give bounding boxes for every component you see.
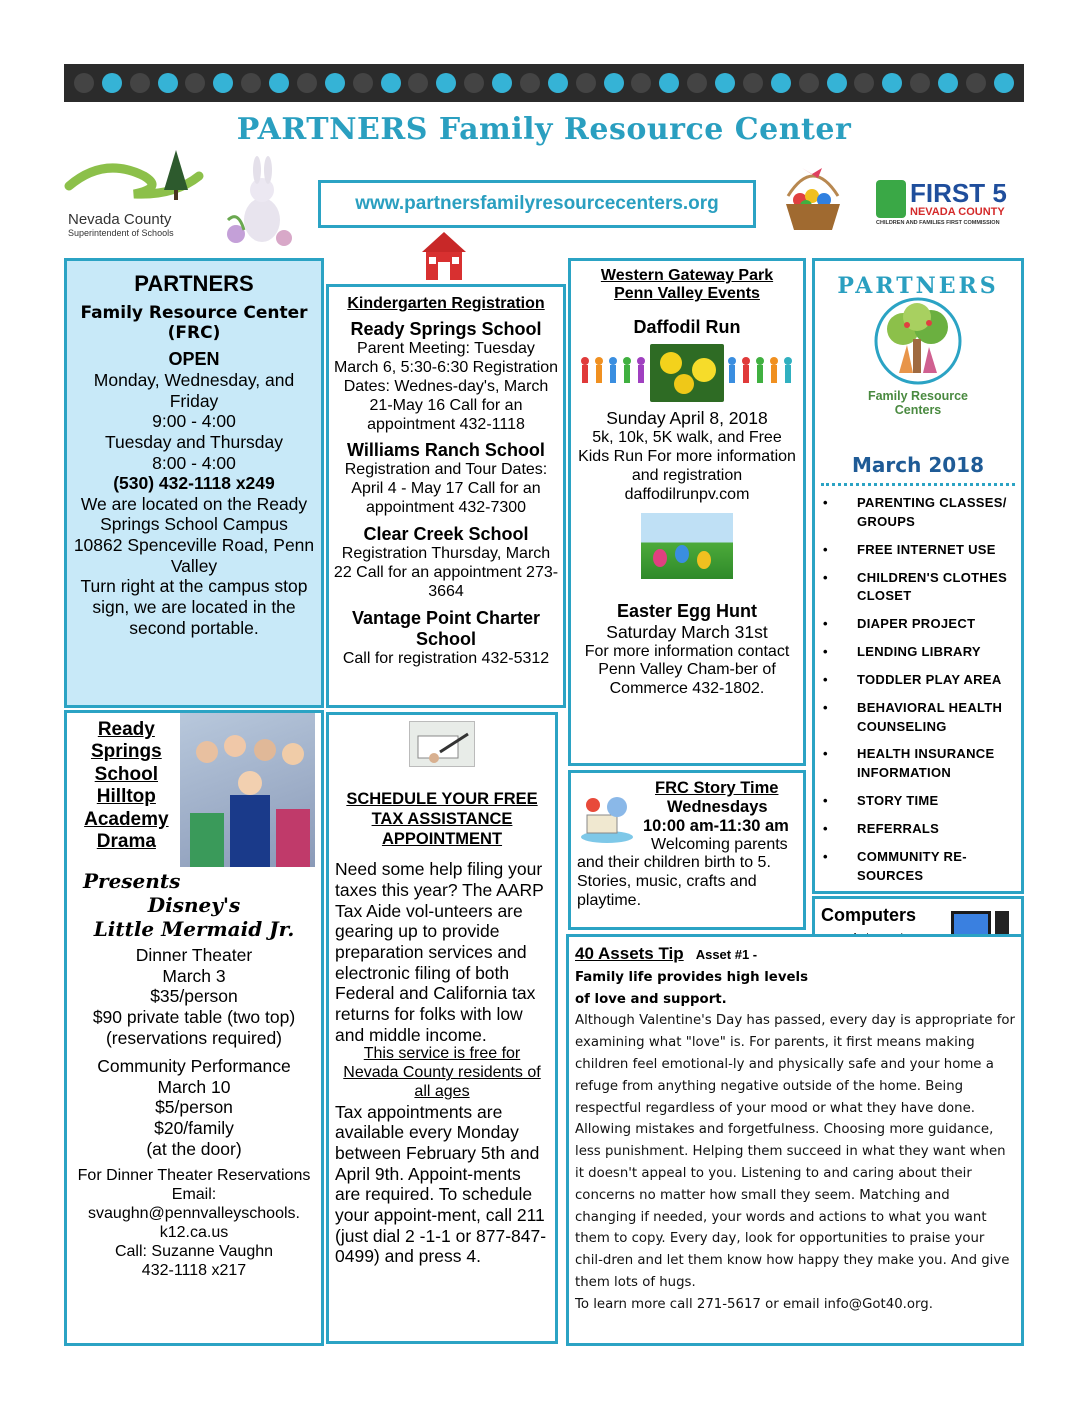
story-time-box: [568, 770, 806, 930]
partners-logo: [821, 273, 1015, 443]
banner-dot: [297, 73, 317, 93]
banner-dot: [269, 73, 289, 93]
hours-2: 8:00 - 4:00: [152, 452, 236, 473]
story-graphic: [577, 791, 637, 845]
banner-dot: [687, 73, 707, 93]
location-1: We are located on the Ready Springs School Campus: [80, 493, 308, 535]
bunny-graphic: [222, 150, 298, 248]
assets-tip-box: [566, 934, 1024, 1346]
services-list: [821, 494, 1015, 886]
phone: (530) 432-1118 x249: [113, 473, 275, 494]
banner-dot: [213, 73, 233, 93]
community-date: March 10: [157, 1076, 231, 1097]
nevada-logo-line2: Superintendent of Schools: [68, 228, 174, 238]
runners-daffodils-graphic: [577, 342, 797, 404]
first5-tag: CHILDREN AND FAMILIES FIRST COMMISSION: [876, 220, 1000, 227]
days-1: Monday, Wednesday, and Friday: [93, 370, 295, 411]
banner-dot: [74, 73, 94, 93]
info-title: PARTNERS: [134, 271, 254, 296]
tax-free-notice: This service is free for Nevada County residents of all ages: [343, 1045, 541, 1100]
banner-dot: [882, 73, 902, 93]
first5-logo: [876, 180, 1016, 236]
banner-dot: [799, 73, 819, 93]
banner-dot: [631, 73, 651, 93]
dotted-divider: [821, 483, 1015, 486]
banner-dot: [520, 73, 540, 93]
asset-contact: To learn more call 271-5617 or email info@Got40.org.: [575, 1296, 933, 1312]
dot-banner: [64, 64, 1024, 102]
banner-dot: [464, 73, 484, 93]
email-label: Email:: [171, 1186, 217, 1204]
reservations-label: For Dinner Theater Reservations: [77, 1167, 311, 1185]
clear-creek-text: Registration Thursday, March 22 Call for an appointment 273-3664: [333, 545, 559, 600]
partners-logo-sub2: Centers: [894, 402, 942, 417]
community-note: (at the door): [146, 1138, 242, 1159]
service-item: • LENDING LIBRARY: [821, 643, 1015, 662]
story-day: Wednesdays: [667, 798, 768, 816]
banner-dot: [604, 73, 624, 93]
service-item: • COMMUNITY RE-SOURCES: [821, 848, 1015, 886]
service-item: • STORY TIME: [821, 792, 1015, 811]
hours-info-box: [64, 258, 324, 708]
banner-dot: [576, 73, 596, 93]
easter-egg-title: Easter Egg Hunt: [616, 600, 758, 621]
easter-egg-date: Saturday March 31st: [606, 621, 768, 642]
show-title-2: Little Mermaid Jr.: [93, 917, 295, 941]
story-time: 10:00 am-11:30 am: [643, 817, 789, 835]
daffodil-run-text: 5k, 10k, 5K walk, and Free Kids Run For more information and registration daffodilrunpv.com: [578, 429, 796, 503]
story-title: FRC Story Time: [655, 779, 779, 797]
story-text-1: Welcoming parents: [651, 836, 788, 853]
community-performance: Community Performance: [97, 1056, 291, 1077]
community-price-2: $20/family: [154, 1118, 234, 1139]
kindergarten-registration: [326, 284, 566, 708]
open-label: OPEN: [168, 349, 220, 369]
service-item: • DIAPER PROJECT: [821, 615, 1015, 634]
banner-dot: [436, 73, 456, 93]
dinner-theater: Dinner Theater: [135, 945, 253, 965]
contact-name: Call: Suzanne Vaughn: [114, 1242, 274, 1260]
service-item: • CHILDREN'S CLOTHES CLOSET: [821, 569, 1015, 607]
dinner-note: (reservations required): [105, 1027, 283, 1048]
schoolhouse-icon: [418, 230, 470, 282]
website-url[interactable]: www.partnersfamilyresourcecenters.org: [318, 180, 756, 228]
cast-photo: [180, 713, 315, 867]
banner-dot: [743, 73, 763, 93]
story-time-icon: [577, 791, 637, 845]
banner-dot: [966, 73, 986, 93]
partners-logo-word: PARTNERS: [837, 273, 999, 299]
banner-dot: [353, 73, 373, 93]
month-label: March 2018: [852, 453, 984, 477]
first5-sub: NEVADA COUNTY: [910, 206, 1005, 218]
banner-dot: [938, 73, 958, 93]
banner-dot: [130, 73, 150, 93]
daffodil-icon: [650, 344, 725, 402]
runners-icon: [577, 353, 650, 393]
service-item: • REFERRALS: [821, 820, 1015, 839]
banner-dot: [771, 73, 791, 93]
asset-body: Although Valentine's Day has passed, every day is appropriate for examining what "love" is. For parents, it first means making children feel emotional-ly and physically safe and your home a refuge from anything negative outside of the home. Being respectful regardless of your mood or what they have done. Allowing mistakes and forgetfulness. Choosing more guidance, less punishment. Helping them succeed in what they want when it doesn't appeal to you. Listening to and caring about their concerns no matter how small they seem. Matching and changing if needed, your words and actions to what you want them to copy. Every day, look for opportunities to praise your chil-dren and let them know how happy they make you. And give them lots of hugs.: [575, 1013, 1015, 1290]
banner-dot: [381, 73, 401, 93]
community-price-1: $5/person: [155, 1097, 233, 1118]
banner-dot: [910, 73, 930, 93]
drama-h6: Drama: [96, 831, 156, 853]
williams-ranch-name: Williams Ranch School: [347, 440, 545, 461]
computers-title: Computers: [821, 905, 917, 925]
location-2: 10862 Spenceville Road, Penn Valley: [73, 535, 315, 576]
banner-dot: [715, 73, 735, 93]
service-item: • HEALTH INSURANCE INFORMATION: [821, 745, 1015, 783]
tree-people-icon: [863, 295, 973, 385]
banner-dot: [659, 73, 679, 93]
banner-dot: [158, 73, 178, 93]
drama-h1: Ready: [97, 719, 155, 740]
ready-springs-text: Parent Meeting: Tuesday March 6, 5:30-6:30 Registration Dates: Wednes-day's, March 21-May 16 Call for an appointment 432-1118: [333, 340, 559, 433]
dinner-price: $35/person: [150, 986, 238, 1007]
basket-icon: [778, 156, 848, 236]
banner-dot: [827, 73, 847, 93]
location-3: Turn right at the campus stop sign, we are located in the second portable.: [80, 576, 308, 638]
services-list-box: [812, 258, 1024, 894]
assets-title: 40 Assets Tip: [575, 944, 684, 963]
ready-springs-name: Ready Springs School: [350, 319, 542, 339]
easter-basket-graphic: [778, 156, 848, 236]
clear-creek-name: Clear Creek School: [363, 524, 529, 544]
drama-h3: School: [94, 763, 159, 785]
service-item: • FREE INTERNET USE: [821, 541, 1015, 560]
dinner-date: March 3: [162, 965, 226, 986]
service-item: • TODDLER PLAY AREA: [821, 671, 1015, 690]
first5-big: FIRST 5: [910, 178, 1007, 208]
events-heading-1: Western Gateway Park: [600, 267, 774, 284]
banner-dot: [325, 73, 345, 93]
asset-number: Asset #1 -: [695, 947, 758, 962]
easter-egg-text: For more information contact Penn Valley Cham-ber of Commerce 432-1802.: [584, 642, 790, 698]
tax-heading: SCHEDULE YOUR FREE TAX ASSISTANCE APPOINTMENT: [346, 790, 538, 849]
banner-dot: [185, 73, 205, 93]
partners-logo-sub1: Family Resource: [867, 389, 969, 403]
penn-valley-events: [568, 258, 806, 766]
vantage-point-name: Vantage Point Charter School: [351, 607, 541, 649]
drama-h2: Springs: [90, 741, 162, 763]
tax-assistance-box: [326, 712, 558, 1344]
daffodil-run-date: Sunday April 8, 2018: [606, 408, 768, 428]
hand-icon: [876, 180, 906, 218]
banner-dot: [102, 73, 122, 93]
banner-dot: [408, 73, 428, 93]
easter-eggs-graphic: [641, 513, 733, 579]
nevada-county-logo: [64, 146, 204, 242]
banner-dot: [492, 73, 512, 93]
banner-dot: [548, 73, 568, 93]
tax-paragraph-1: Need some help filing your taxes this year? The AARP Tax Aide vol-unteers are gearing up to provide preparation services and electronic filing of both Federal and California tax returns for folks with low and middle income.: [335, 859, 544, 1045]
days-2: Tuesday and Thursday: [104, 431, 284, 452]
show-title-1: Disney's: [147, 893, 241, 917]
tax-forms-icon: [410, 722, 476, 768]
schoolhouse-graphic: [418, 230, 470, 282]
runners-icon-2: [724, 353, 797, 393]
drama-box: [64, 710, 324, 1346]
tax-graphic: [409, 721, 475, 767]
banner-dot: [241, 73, 261, 93]
nevada-logo-icon: [64, 146, 204, 206]
bunny-icon: [222, 150, 298, 248]
asset-lead: Family life provides high levels of love and support.: [575, 969, 808, 1007]
service-item: • BEHAVIORAL HEALTH COUNSELING: [821, 699, 1015, 737]
dinner-table: $90 private table (two top): [92, 1006, 296, 1027]
banner-dot: [994, 73, 1014, 93]
page-title: PARTNERS Family Resource Center: [236, 112, 852, 147]
drama-h5: Academy: [84, 808, 169, 830]
drama-h4: Hilltop: [96, 786, 156, 808]
contact-phone: 432-1118 x217: [141, 1261, 247, 1279]
hours-1: 9:00 - 4:00: [152, 411, 236, 432]
info-subtitle: Family Resource Center: [80, 303, 308, 323]
vantage-point-text: Call for registration 432-5312: [342, 649, 550, 667]
info-subtitle-frc: (FRC): [167, 323, 221, 343]
events-heading-2: Penn Valley Events: [614, 285, 760, 302]
banner-dot: [854, 73, 874, 93]
kinder-heading: Kindergarten Registration: [347, 295, 545, 312]
tax-paragraph-2: Tax appointments are available every Monday between February 5th and April 9th. Appoint-ments are required. To schedule your appoint-ment, call 211 (just dial 2 -1-1 or 877-847-0499) and press 4.: [335, 1101, 547, 1267]
story-text-2: and their children birth to 5. Stories, music, crafts and playtime.: [577, 854, 771, 909]
daffodil-run-title: Daffodil Run: [633, 317, 741, 337]
nevada-logo-line1: Nevada County: [68, 211, 172, 228]
presents-label: Presents: [83, 869, 181, 893]
williams-ranch-text: Registration and Tour Dates: April 4 - May 17 Call for an appointment 432-7300: [344, 461, 548, 517]
reservation-email[interactable]: svaughn@pennvalleyschools. k12.ca.us: [88, 1205, 300, 1242]
service-item: • PARENTING CLASSES/ GROUPS: [821, 494, 1015, 532]
